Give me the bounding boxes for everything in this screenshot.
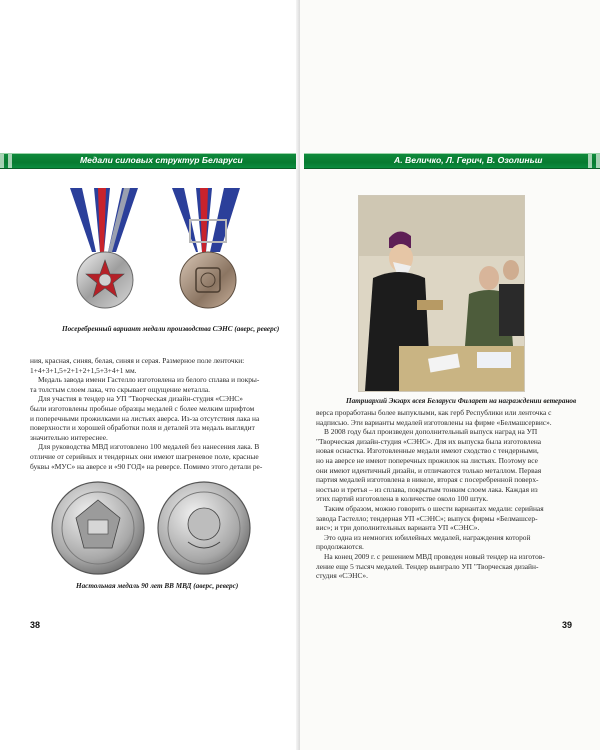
table-medal-reverse xyxy=(158,482,250,574)
paragraph-line: Для руководства МВД изготовлено 100 медалей без нанесения лака. В xyxy=(38,442,260,452)
paragraph-line: Это одна из немногих юбилейных медалей, награждения которой xyxy=(324,532,531,542)
paragraph-line: 1+4+3+1,5+2+1+2+1,5+3+4+1 мм. xyxy=(30,365,137,375)
paragraph-line: верса проработаны более выпуклыми, как герб Республики или ленточка с xyxy=(316,408,552,417)
paragraph-line: Медаль завода имени Гастелло изготовлена из белого сплава и покры- xyxy=(38,375,260,385)
ribbon-medals-illustration xyxy=(50,180,260,320)
paragraph-line: Для участия в тендер на УП "Творческая дизайн-студия «СЭНС» xyxy=(38,394,243,404)
medal-reverse-ribbon xyxy=(172,188,240,252)
ceremony-photo xyxy=(358,195,525,392)
paragraph-line: "Творческая дизайн-студия «СЭНС». Для их выпуска была изготовлена xyxy=(316,436,542,446)
left-header-title: Медали силовых структур Беларуси xyxy=(80,155,243,165)
right-page-number: 39 xyxy=(562,620,573,630)
paragraph-line: они имеют идентичный дизайн, и отличаются только металлом. Первая xyxy=(316,465,542,475)
paragraph-line: этих партий изготовлена в количестве около 100 штук. xyxy=(316,494,488,504)
paragraph-line: но на аверсе не имеют поперечных прожилок на листьях. Поэтому все xyxy=(316,455,538,465)
left-body-text xyxy=(30,356,262,471)
paragraph-line: завода Гастелло; тендерная УП «СЭНС»; выпуск фирмы «Белмашсер- xyxy=(316,513,538,523)
left-page-number: 38 xyxy=(30,620,41,630)
right-header-band xyxy=(304,153,600,169)
table-medal-illustration xyxy=(48,478,254,578)
paragraph-line: продолжаются. xyxy=(316,542,364,552)
paragraph-line: поверхности и хорошей обработки поля и деталей эта медаль выглядит xyxy=(30,423,255,433)
paragraph-line: ление еще 5 тысяч медалей. Тендер выиграло УП "Творческая дизайн- xyxy=(316,561,539,571)
paragraph-line: были изготовлены пробные образцы медалей с более мелким шрифтом xyxy=(30,403,255,413)
table-medal-obverse xyxy=(52,482,144,574)
paragraph-line: надписью. Эти варианты медалей изготовлены на фирме «Белмашсервис». xyxy=(316,417,552,427)
right-body-text xyxy=(316,408,552,581)
right-header-title: А. Величко, Л. Герич, В. Озолиньш xyxy=(394,155,543,165)
paragraph-line: значительно интереснее. xyxy=(30,432,108,442)
paragraph-line: вис»; и три дополнительных варианта УП «СЭНС». xyxy=(316,523,480,533)
paragraph-line: ния, красная, синяя, белая, синяя и серая. Размерное поле ленточки: xyxy=(30,356,245,365)
photo-caption: Патриархий Экзарх всея Беларуси Филарет на награждении ветеранов xyxy=(346,397,577,405)
medal-reverse xyxy=(180,252,236,308)
paragraph-line: и поперечными прожилками на листьях аверса. Из-за отсутствия лака на xyxy=(30,413,260,423)
paragraph-line: В 2008 году был произведен дополнительный выпуск наград на УП xyxy=(324,427,538,437)
bottom-medal-caption: Настольная медаль 90 лет ВВ МВД (аверс, реверс) xyxy=(76,582,239,590)
paragraph-line: партия медалей изготовлена в никеле, вторая с посеребренной поверх- xyxy=(316,475,539,485)
paragraph-line: отличие от серийных и тендерных они имеют шагреневое поле, красные xyxy=(30,451,259,461)
paragraph-line: та толстым слоем лака, что скрывает ощущение металла. xyxy=(30,384,211,394)
paragraph-line: Таким образом, можно говорить о шести вариантах медали: серийная xyxy=(324,503,544,513)
paragraph-line: студия «СЭНС». xyxy=(316,571,368,581)
ceremony-photo-drawing xyxy=(359,196,524,391)
top-medal-caption: Посеребренный вариант медали производства СЭНС (аверс, реверс) xyxy=(62,325,280,333)
paragraph-line: новая оснастка. Изготовленные медали имеют сходство с тендерными, xyxy=(316,446,539,456)
left-header-band xyxy=(0,153,296,169)
medal-obverse-ribbon xyxy=(70,188,138,252)
paragraph-line: ностью и третья – из сплава, покрытым тонким слоем лака. Каждая из xyxy=(316,484,538,494)
paragraph-line: На конец 2009 г. с решением МВД проведен новый тендер на изготов- xyxy=(324,551,545,561)
paragraph-line: буквы «МУС» на аверсе и «90 ГОД» на реверсе. Помимо этого детали ре- xyxy=(30,461,263,471)
